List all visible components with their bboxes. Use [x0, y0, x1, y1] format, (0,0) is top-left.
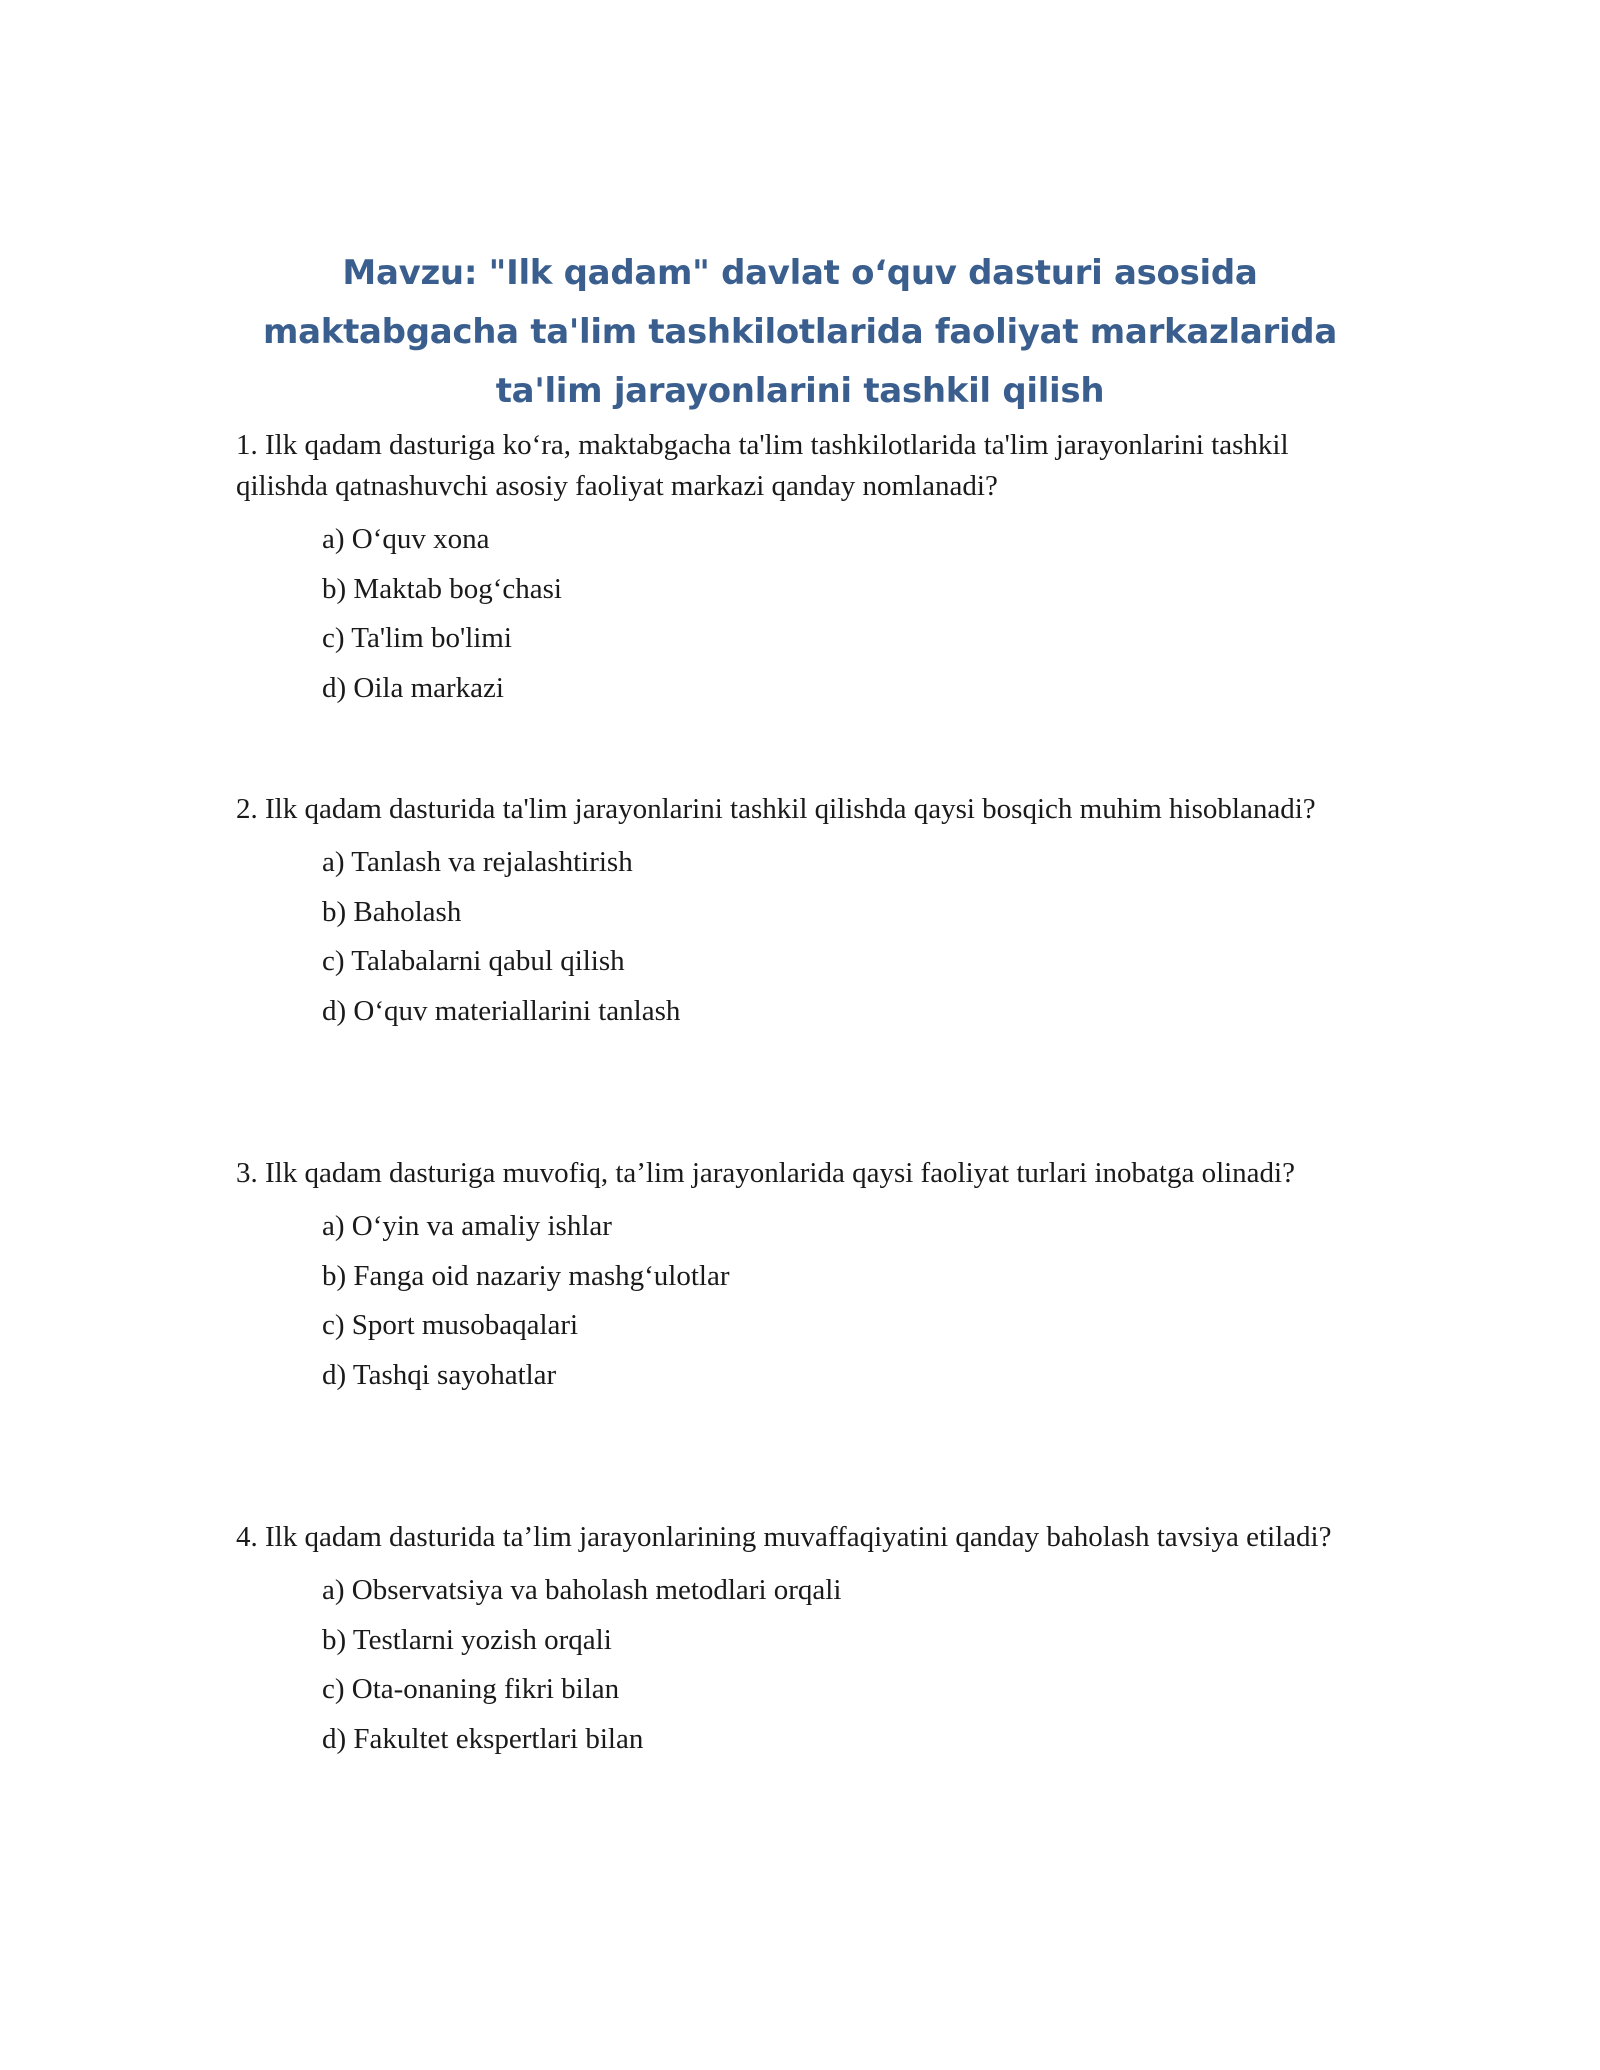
question-text: 3. Ilk qadam dasturiga muvofiq, ta’lim jarayonlarida qaysi faoliyat turlari inobatga olinadi?: [236, 1157, 1295, 1189]
answer-option: d) Oila markazi: [322, 671, 504, 704]
answer-option: d) Tashqi sayohatlar: [322, 1358, 557, 1391]
question-list: [236, 425, 1364, 1881]
answer-options: [322, 838, 1364, 1036]
answer-option: c) Ota-onaning fikri bilan: [322, 1673, 620, 1705]
answer-option: b) Maktab bog‘chasi: [322, 572, 562, 605]
answer-option: c) Ta'lim bo'limi: [322, 622, 512, 654]
answer-option: d) Fakultet ekspertlari bilan: [322, 1722, 644, 1755]
answer-option: a) Observatsiya va baholash metodlari orqali: [322, 1574, 842, 1606]
answer-options: [322, 1566, 1364, 1764]
question-text: 1. Ilk qadam dasturiga ko‘ra, maktabgacha ta'lim tashkilotlarida ta'lim jarayonlarini tashkil qilishda qatnashuvchi asosiy faoliyat markazi qanday nomlanadi?: [236, 429, 1289, 502]
question-text: 4. Ilk qadam dasturida ta’lim jarayonlarining muvaffaqiyatini qanday baholash tavsiya etiladi?: [236, 1521, 1332, 1553]
question-item: [236, 789, 1364, 1153]
question-item: [236, 425, 1364, 789]
question-text: 2. Ilk qadam dasturida ta'lim jarayonlarini tashkil qilishda qaysi bosqich muhim hisoblanadi?: [236, 793, 1316, 825]
answer-option: b) Testlarni yozish orqali: [322, 1623, 612, 1656]
answer-options: [322, 1202, 1364, 1400]
answer-options: [322, 515, 1364, 713]
document-title: Mavzu: "Ilk qadam" davlat o‘quv dasturi asosida maktabgacha ta'lim tashkilotlarida faoliyat markazlarida ta'lim jarayonlarini tashkil qilish: [262, 253, 1337, 411]
question-item: [236, 1517, 1364, 1881]
answer-option: c) Sport musobaqalari: [322, 1309, 579, 1341]
answer-option: d) O‘quv materiallarini tanlash: [322, 994, 681, 1027]
answer-option: b) Baholash: [322, 895, 462, 928]
answer-option: c) Talabalarni qabul qilish: [322, 945, 625, 977]
answer-option: b) Fanga oid nazariy mashg‘ulotlar: [322, 1259, 730, 1292]
answer-option: a) O‘quv xona: [322, 523, 490, 555]
answer-option: a) O‘yin va amaliy ishlar: [322, 1210, 612, 1242]
answer-option: a) Tanlash va rejalashtirish: [322, 846, 633, 878]
question-item: [236, 1153, 1364, 1517]
